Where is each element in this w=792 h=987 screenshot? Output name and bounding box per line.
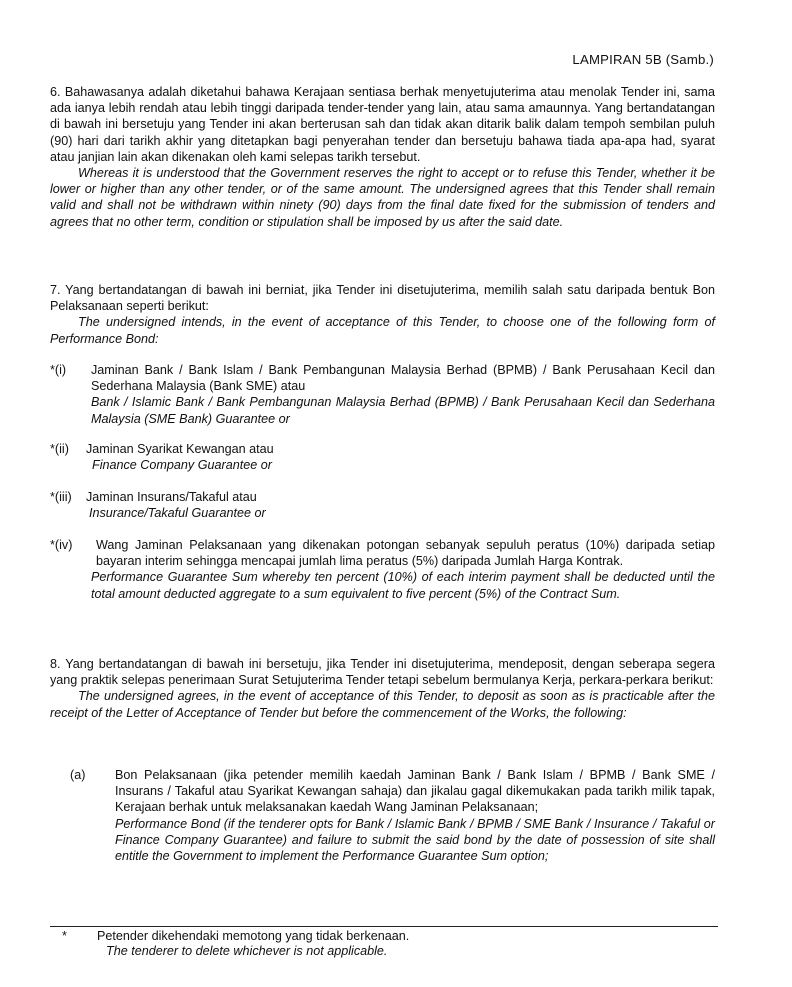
option-tag: *(ii) [50, 442, 69, 456]
option-english: Performance Guarantee Sum whereby ten percent (10%) of each interim payment shall be deducted until the total amount deducted aggregate to a sum equivalent to five percent (5%) of the Contract Sum. [91, 570, 715, 601]
bond-option-i [50, 362, 715, 427]
clause-6-malay: 6. Bahawasanya adalah diketahui bahawa Kerajaan sentiasa berhak menyetujuterima atau menolak Tender ini, sama ada ianya lebih rendah atau lebih tinggi daripada tender-tender yang lain, atau sama amaunnya. Yang bertandatangan di bawah ini bersetuju yang Tender ini akan berterusan sah dan tidak akan ditarik balik dalam tempoh sembilan puluh (90) hari dari tarikh akhir yang ditetapkan bagi penyerahan tender dan bersetuju bahawa tiada apa-apa had, syarat atau janjian lain akan dikenakan oleh kami selepas tarikh tersebut. [50, 85, 715, 164]
clause-7-english: The undersigned intends, in the event of acceptance of this Tender, to choose one of the following form of Performance Bond: [50, 315, 715, 346]
clause-7 [50, 282, 715, 347]
footnote-marker: * [62, 929, 67, 943]
option-malay: Jaminan Bank / Bank Islam / Bank Pembangunan Malaysia Berhad (BPMB) / Bank Perusahaan Kecil dan Sederhana Malaysia (Bank SME) atau [91, 363, 715, 394]
footnote-divider [50, 926, 718, 927]
option-malay: Wang Jaminan Pelaksanaan yang dikenakan potongan sebanyak sepuluh peratus (10%) daripada setiap bayaran interim sehingga mencapai jumlah lima peratus (5%) daripada Jumlah Harga Kontrak. [96, 538, 715, 569]
option-malay: Jaminan Syarikat Kewangan atau [86, 442, 274, 456]
option-tag: *(iii) [50, 490, 72, 504]
clause-7-malay: 7. Yang bertandatangan di bawah ini berniat, jika Tender ini disetujuterima, memilih salah satu daripada bentuk Bon Pelaksanaan seperti berikut: [50, 283, 715, 314]
bond-option-iii [50, 489, 715, 521]
item-malay: Bon Pelaksanaan (jika petender memilih kaedah Jaminan Bank / Bank Islam / BPMB / Bank SME / Insurans / Takaful atau Syarikat Kewangan sahaja) dan jikalau gagal dikemukakan pada tarikh milik tapak, Kerajaan berhak untuk melaksanakan kaedah Wang Jaminan Pelaksanaan; [115, 768, 715, 815]
footnote-malay: Petender dikehendaki memotong yang tidak berkenaan. [97, 929, 410, 943]
page-header-label: LAMPIRAN 5B (Samb.) [572, 52, 714, 67]
option-english: Insurance/Takaful Guarantee or [89, 506, 266, 521]
option-english: Finance Company Guarantee or [92, 458, 272, 473]
footnote-english: The tenderer to delete whichever is not applicable. [106, 944, 388, 958]
option-tag: *(i) [50, 363, 67, 377]
bond-option-ii [50, 441, 715, 473]
option-malay: Jaminan Insurans/Takaful atau [86, 490, 257, 504]
bond-option-iv [50, 537, 715, 602]
clause-8-english: The undersigned agrees, in the event of acceptance of this Tender, to deposit as soon as is practicable after the receipt of the Letter of Acceptance of Tender but before the commencement of the Works, the following: [50, 689, 715, 720]
clause-6-english: Whereas it is understood that the Government reserves the right to accept or to refuse this Tender, whether it be lower or higher than any other tender, or of the same amount. The undersigned agrees that this Tender shall remain valid and shall not be withdrawn within ninety (90) days from the final date fixed for the submission of tenders and agrees that no other term, condition or stipulation shall be imposed by us after the said date. [50, 166, 715, 229]
item-english: Performance Bond (if the tenderer opts for Bank / Islamic Bank / BPMB / SME Bank / Insurance / Takaful or Finance Company Guarantee) and failure to submit the said bond by the date of possession of site shall entitle the Government to implement the Performance Guarantee Sum option; [115, 816, 715, 864]
option-english: Bank / Islamic Bank / Bank Pembangunan Malaysia Berhad (BPMB) / Bank Perusahaan Kecil dan Sederhana Malaysia (SME Bank) Guarantee or [91, 395, 715, 426]
deposit-item-a [70, 767, 715, 864]
option-tag: *(iv) [50, 538, 73, 552]
clause-6 [50, 84, 715, 230]
clause-8-malay: 8. Yang bertandatangan di bawah ini bersetuju, jika Tender ini disetujuterima, mendeposit, dengan seberapa segera yang praktik selepas penerimaan Surat Setujuterima Tender tetapi sebelum bermulanya Kerja, perkara-perkara berikut: [50, 657, 715, 688]
clause-8 [50, 656, 715, 721]
item-tag: (a) [70, 768, 86, 782]
